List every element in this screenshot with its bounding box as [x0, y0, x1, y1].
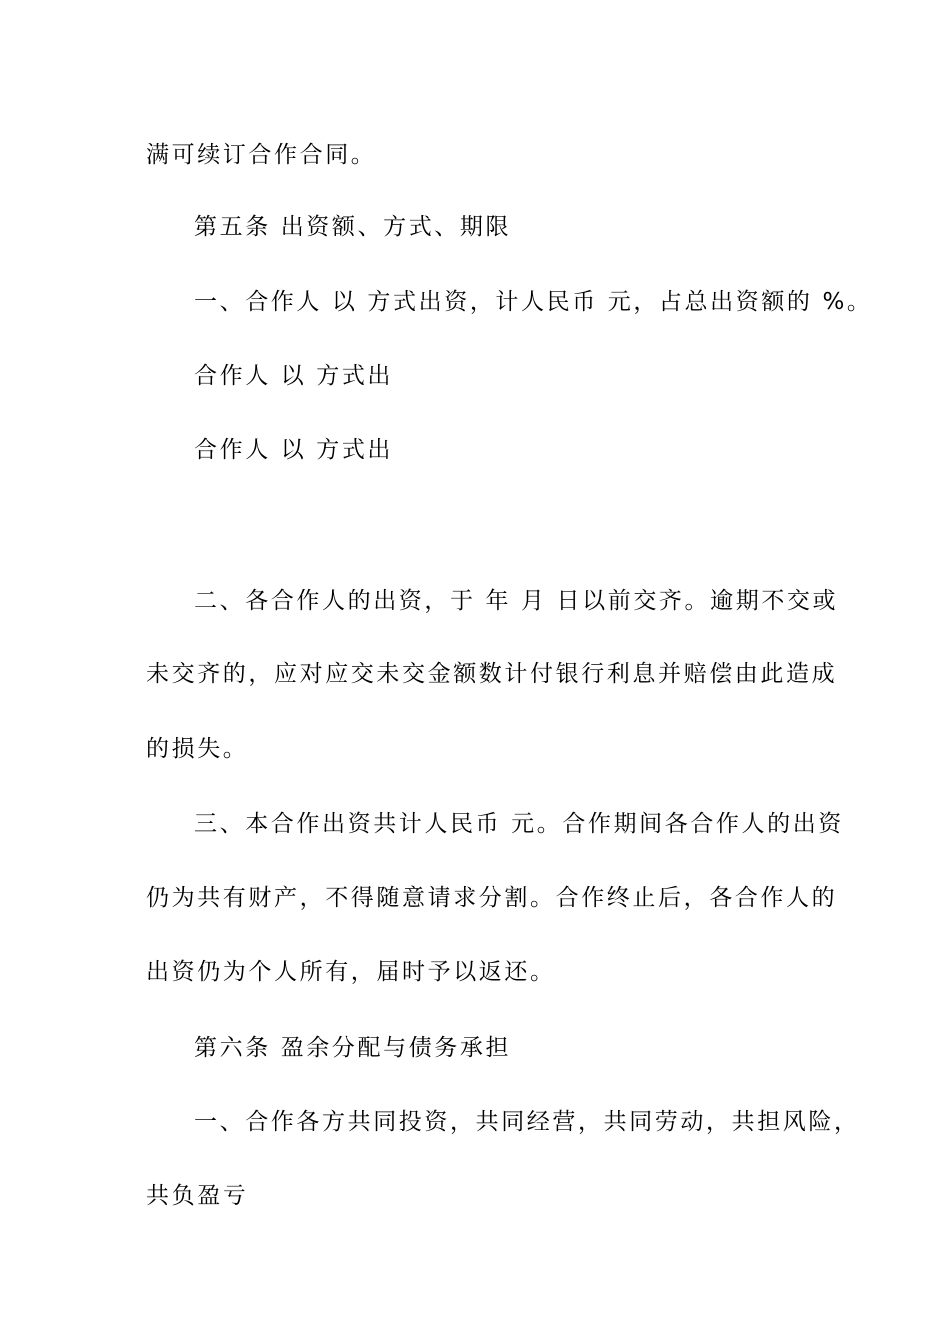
paragraph-line: 共负盈亏 — [146, 1183, 249, 1209]
paragraph-line: 满可续订合作合同。 — [146, 142, 377, 168]
paragraph-line: 合作人 以 方式出 — [194, 363, 394, 389]
paragraph-line: 一、合作人 以 方式出资，计人民币 元，占总出资额的 %。 — [194, 289, 873, 315]
paragraph-line: 二、各合作人的出资，于 年 月 日以前交齐。逾期不交或 — [194, 588, 839, 614]
paragraph-line: 出资仍为个人所有，届时予以返还。 — [146, 959, 556, 985]
paragraph-line: 一、合作各方共同投资，共同经营，共同劳动，共担风险， — [194, 1109, 860, 1135]
paragraph-line: 合作人 以 方式出 — [194, 437, 394, 463]
section-heading-6: 第六条 盈余分配与债务承担 — [194, 1035, 512, 1061]
section-heading-5: 第五条 出资额、方式、期限 — [194, 214, 512, 240]
paragraph-line: 仍为共有财产，不得随意请求分割。合作终止后，各合作人的 — [146, 885, 838, 911]
paragraph-line: 三、本合作出资共计人民币 元。合作期间各合作人的出资 — [194, 811, 844, 837]
paragraph-line: 的损失。 — [146, 736, 249, 762]
paragraph-line: 未交齐的，应对应交未交金额数计付银行利息并赔偿由此造成 — [146, 661, 838, 687]
